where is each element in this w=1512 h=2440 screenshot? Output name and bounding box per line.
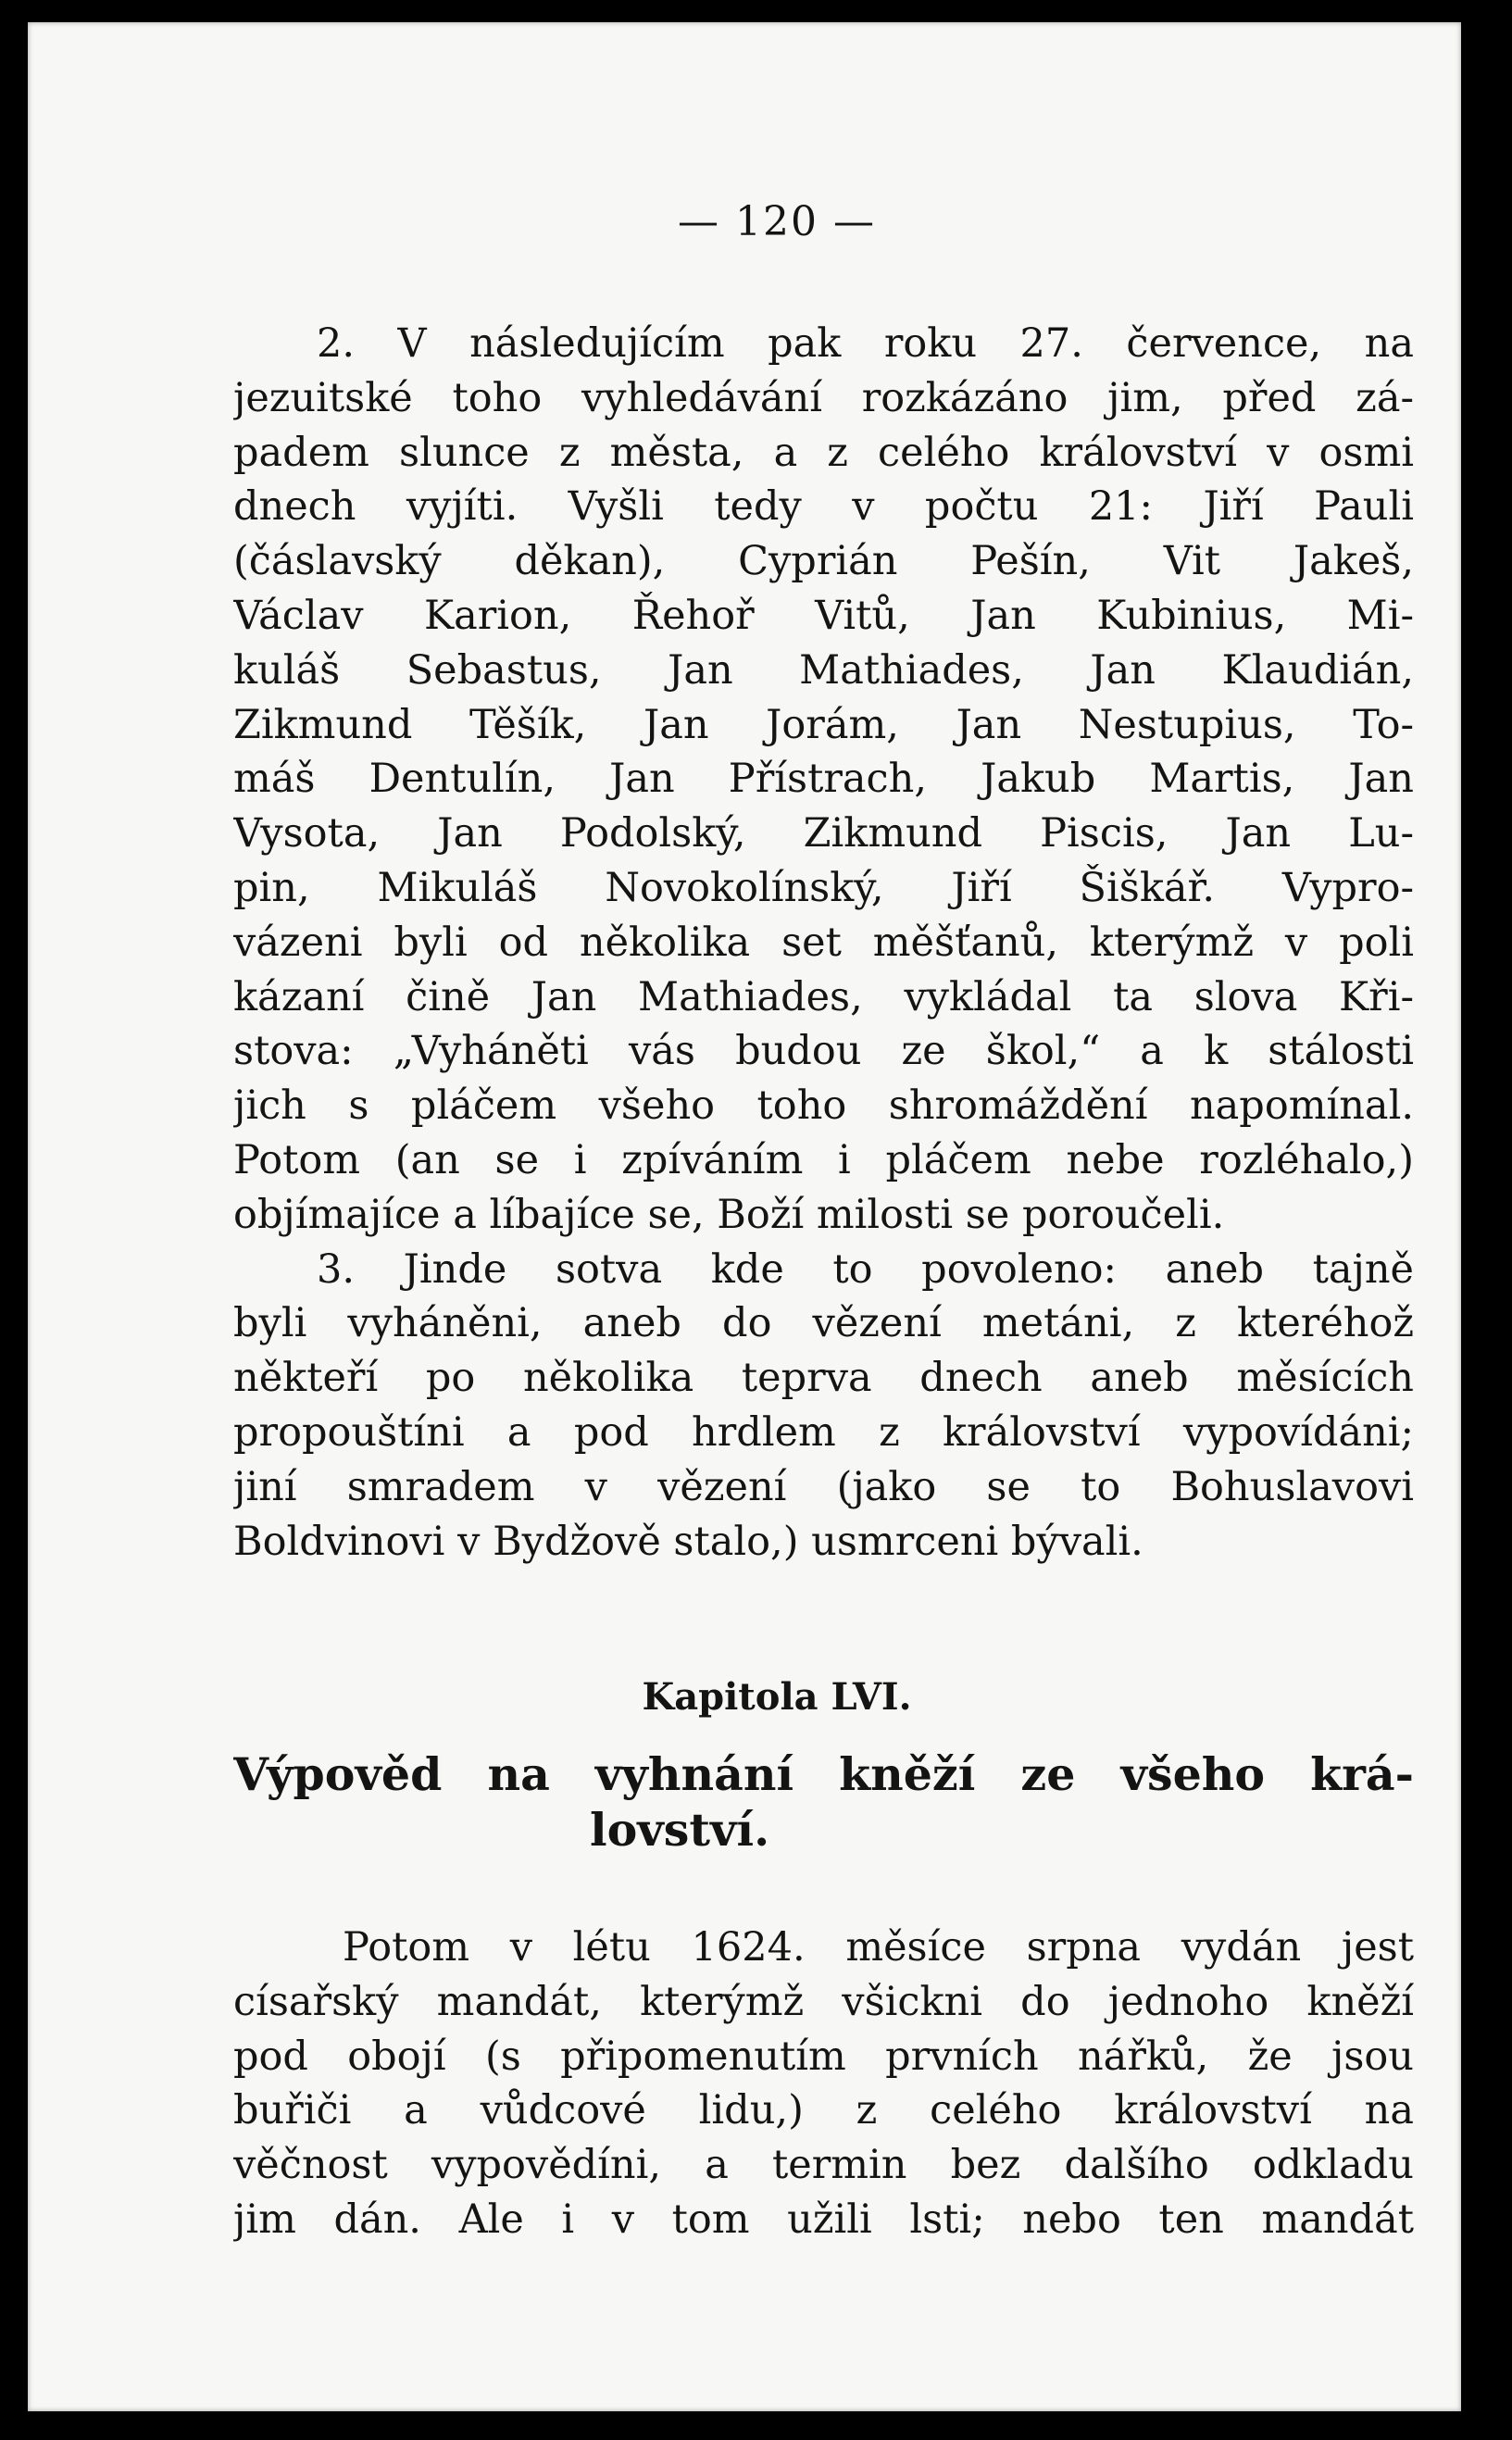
text-line: 3. Jinde sotva kde to povoleno: aneb tajně (317, 1245, 1414, 1293)
text-line: buřiči a vůdcové lidu,) z celého království na (233, 2087, 1414, 2134)
text-line: Vysota, Jan Podolský, Zikmund Piscis, Jan Lu- (233, 810, 1414, 857)
text-line: padem slunce z města, a z celého království v osmi (233, 429, 1414, 476)
text-line: 2. V následujícím pak roku 27. července, na (317, 320, 1414, 367)
text-line: jich s pláčem všeho toho shromáždění napomínal. (233, 1082, 1414, 1130)
chapter-title (233, 1746, 1414, 1858)
text-line: (čáslavský děkan), Cyprián Pešín, Vit Jakeš, (233, 538, 1414, 585)
text-line: objímajíce a líbajíce se, Boží milosti se poroučeli. (233, 1191, 1225, 1238)
text-line: propouštíni a pod hrdlem z království vypovídáni; (233, 1408, 1414, 1456)
text-line: Václav Karion, Řehoř Vitů, Jan Kubinius, Mi- (233, 592, 1414, 639)
book-page (28, 22, 1461, 2411)
text-line: dnech vyjíti. Vyšli tedy v počtu 21: Jiří Pauli (233, 483, 1414, 531)
text-line: máš Dentulín, Jan Přístrach, Jakub Martis, Jan (233, 756, 1414, 803)
text-line: vázeni byli od několika set měšťanů, kterýmž v poli (233, 919, 1414, 966)
text-line: Boldvinovi v Bydžově stalo,) usmrceni bývali. (233, 1518, 1143, 1565)
text-line: kázaní čině Jan Mathiades, vykládal ta slova Kři- (233, 973, 1414, 1020)
text-line: kuláš Sebastus, Jan Mathiades, Jan Klaudián, (233, 646, 1414, 694)
text-line: stova: „Vyháněti vás budou ze škol,“ a k stálosti (233, 1028, 1414, 1075)
chapter-title-line: lovství. (590, 1803, 770, 1857)
text-line: císařský mandát, kterýmž všickni do jednoho kněží (233, 1978, 1414, 2025)
page-number: — 120 — (678, 198, 876, 245)
text-line: jim dán. Ale i v tom užili lsti; nebo ten mandát (233, 2196, 1414, 2243)
text-line: Potom v létu 1624. měsíce srpna vydán jest (343, 1924, 1414, 1971)
text-line: jezuitské toho vyhledávání rozkázáno jim, před zá- (233, 374, 1414, 421)
chapter-title-line: Výpověd na vyhnání kněží ze všeho krá- (233, 1747, 1414, 1801)
chapter-label: Kapitola LVI. (642, 1675, 912, 1719)
text-line: jiní smradem v vězení (jako se to Bohuslavovi (233, 1463, 1414, 1510)
text-line: někteří po několika teprva dnech aneb měsících (233, 1355, 1414, 1402)
text-line: Potom (an se i zpíváním i pláčem nebe rozléhalo,) (233, 1136, 1414, 1183)
text-line: Zikmund Těšík, Jan Jorám, Jan Nestupius, To- (233, 701, 1414, 748)
paragraph-chapter-start (233, 1921, 1414, 2247)
text-line: byli vyháněni, aneb do vězení metáni, z kteréhož (233, 1300, 1414, 1347)
text-line: pod obojí (s připomenutím prvních nářků, že jsou (233, 2033, 1414, 2080)
text-line: pin, Mikuláš Novokolínský, Jiří Šiškář. Vypro- (233, 864, 1414, 911)
paragraph-2 (233, 317, 1414, 1569)
text-line: věčnost vypovědíni, a termin bez dalšího odkladu (233, 2142, 1414, 2189)
